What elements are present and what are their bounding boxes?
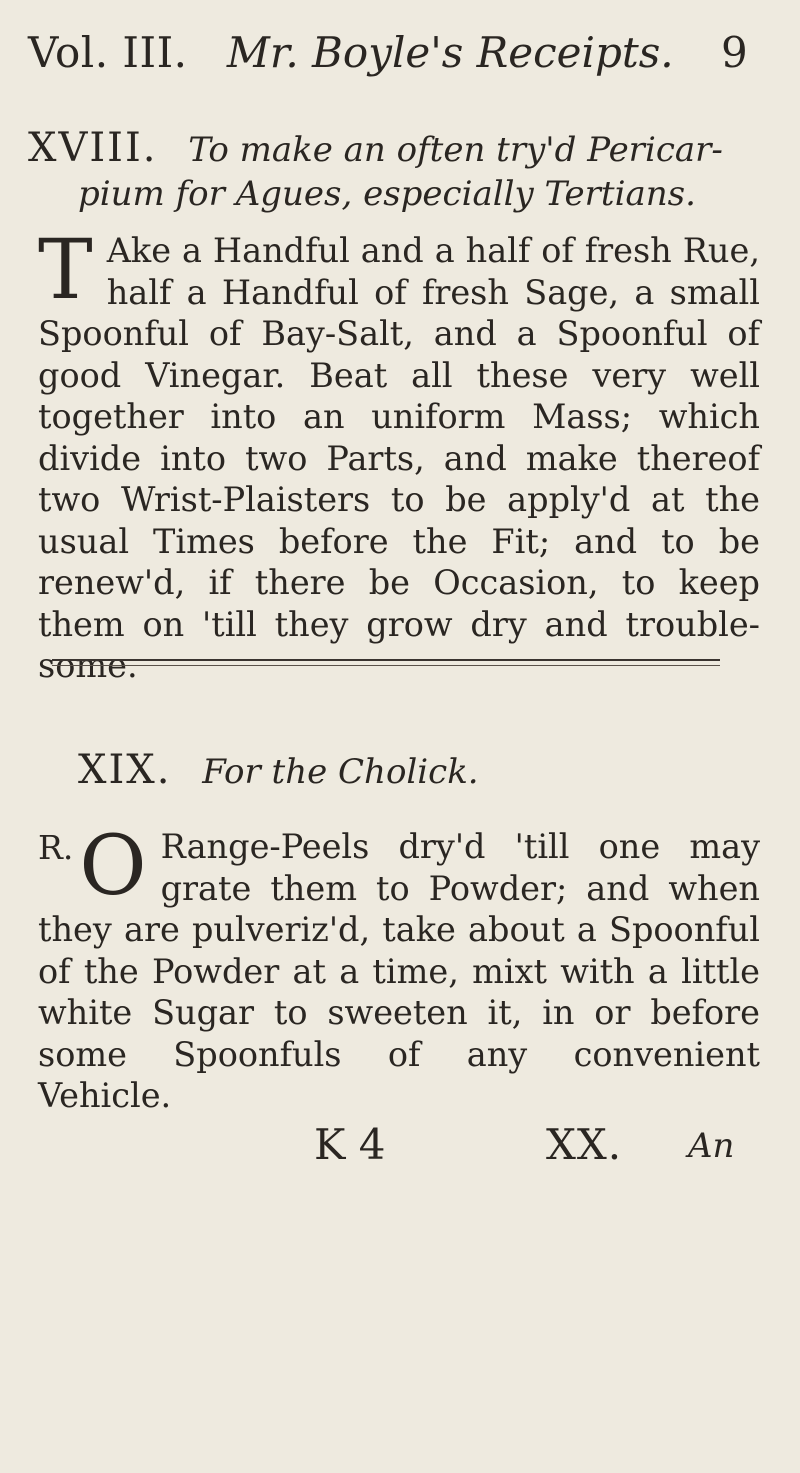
section-19-drop-cap: O <box>79 819 147 914</box>
running-title: Mr. Boyle's Receipts. <box>226 28 674 77</box>
catchword-section: XX. <box>546 1120 623 1169</box>
section-18-number: XVIII. <box>28 125 158 171</box>
catchword-word: An <box>688 1126 735 1166</box>
volume-label: Vol. III. <box>28 28 188 77</box>
page-number: 9 <box>721 28 748 77</box>
section-19-body <box>38 819 760 1117</box>
running-head <box>28 28 748 77</box>
section-19-title: For the Cholick. <box>202 752 479 792</box>
section-18-title-line1: To make an often try'd Pericar- <box>188 130 723 170</box>
section-18-text: Ake a Handful and a half of fresh Rue, half a Handful of fresh Sage, a small Spoonful of Bay-Salt, and a Spoonful of good Vinegar. Beat all these very well together into an uniform Mass; which divide into two Parts, and make thereof two Wrist-Plaisters to be apply'd at the usual Times before the Fit; and to be renew'd, if there be Occasion, to keep them on 'till they grow dry and trouble-some. <box>38 231 760 685</box>
recipe-mark: R. <box>38 828 74 867</box>
section-19-text: Range-Peels dry'd 'till one may grate them to Powder; and when they are pulveriz'd, take about a Spoonful of the Powder at a time, mixt with a little white Sugar to sweeten it, in or before some Spoonfuls of any convenient Vehicle. <box>38 827 760 1115</box>
signature-mark: K 4 <box>314 1120 386 1169</box>
section-19-heading <box>78 748 800 794</box>
section-18-heading <box>28 126 768 216</box>
section-18-title-line2: pium for Agues, especially Tertians. <box>78 174 696 214</box>
section-18-drop-cap: T <box>38 223 93 318</box>
section-19-number: XIX. <box>78 747 172 793</box>
section-18-body <box>38 223 760 687</box>
section-divider <box>52 659 720 666</box>
